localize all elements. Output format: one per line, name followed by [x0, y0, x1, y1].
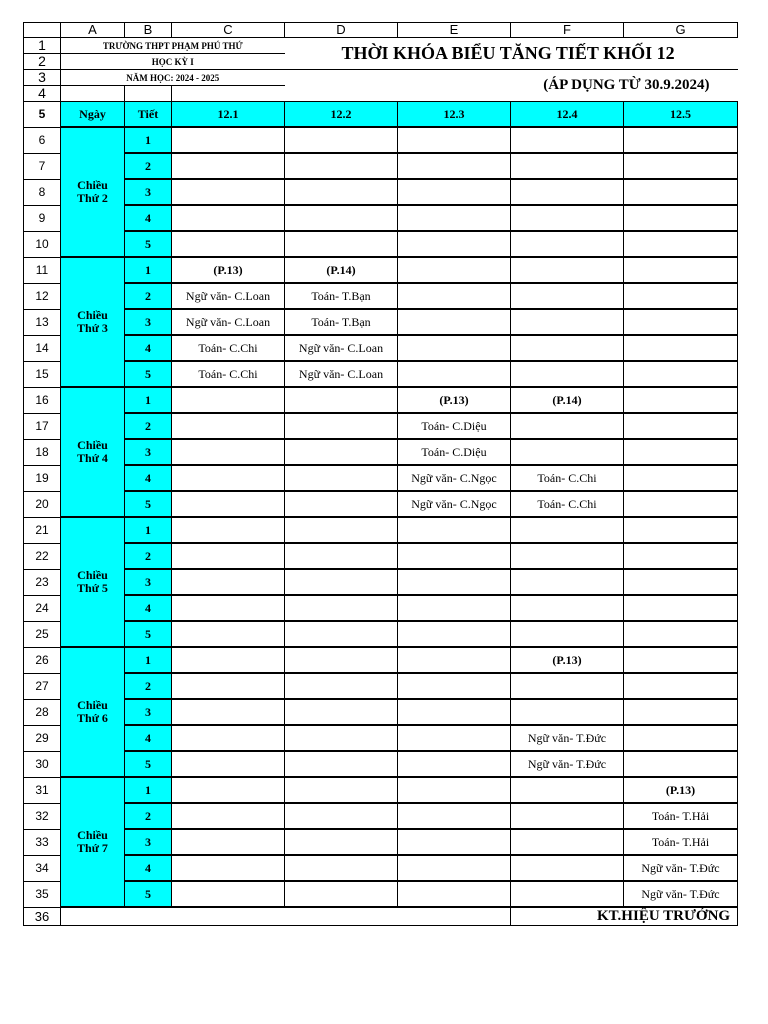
day-session: Chiều [77, 438, 108, 452]
row-number[interactable]: 13 [24, 309, 61, 335]
schedule-cell[interactable]: Toán- T.Hải [624, 829, 738, 855]
schedule-cell[interactable] [624, 751, 738, 777]
schedule-cell[interactable] [172, 595, 285, 621]
schedule-cell[interactable] [624, 465, 738, 491]
row-number[interactable]: 17 [24, 413, 61, 439]
table-row [24, 439, 738, 465]
row-number[interactable]: 6 [24, 127, 61, 153]
schedule-cell[interactable] [511, 569, 624, 595]
header-class-12-2[interactable]: 12.2 [285, 102, 398, 128]
row-number[interactable]: 35 [24, 881, 61, 907]
schedule-cell[interactable] [624, 517, 738, 543]
schedule-cell[interactable] [398, 179, 511, 205]
header-class-12-4[interactable]: 12.4 [511, 102, 624, 128]
schedule-cell[interactable] [398, 231, 511, 257]
schedule-cell[interactable] [172, 829, 285, 855]
corner-cell[interactable] [24, 23, 61, 38]
schedule-cell[interactable] [172, 543, 285, 569]
schedule-cell[interactable]: Toán- C.Chi [511, 491, 624, 517]
period-cell[interactable]: 3 [125, 699, 172, 725]
schedule-cell[interactable] [511, 231, 624, 257]
schedule-cell[interactable] [172, 179, 285, 205]
school-name[interactable]: TRƯỜNG THPT PHẠM PHÚ THỨ [61, 38, 285, 54]
schedule-cell[interactable] [285, 413, 398, 439]
schedule-cell[interactable]: Toán- C.Chi [172, 361, 285, 387]
schedule-cell[interactable] [511, 621, 624, 647]
period-cell[interactable]: 1 [125, 647, 172, 673]
schedule-cell[interactable] [398, 725, 511, 751]
footer-blank-cell[interactable] [61, 907, 511, 926]
row-number[interactable]: 20 [24, 491, 61, 517]
schedule-cell[interactable] [398, 803, 511, 829]
schedule-cell[interactable] [172, 751, 285, 777]
table-row [24, 543, 738, 569]
header-day[interactable]: Ngày [61, 102, 125, 128]
day-name: Thứ 5 [77, 581, 108, 595]
page-title[interactable]: THỜI KHÓA BIỂU TĂNG TIẾT KHỐI 12 [341, 43, 675, 63]
schedule-cell[interactable] [172, 387, 285, 413]
schedule-cell[interactable] [285, 595, 398, 621]
schedule-cell[interactable] [511, 543, 624, 569]
header-class-12-5[interactable]: 12.5 [624, 102, 738, 128]
column-header-e[interactable]: E [398, 23, 511, 38]
period-cell[interactable]: 5 [125, 491, 172, 517]
period-cell[interactable]: 5 [125, 881, 172, 907]
day-session: Chiều [77, 308, 108, 322]
table-row [24, 751, 738, 777]
day-cell[interactable] [61, 517, 125, 647]
row-number[interactable]: 24 [24, 595, 61, 621]
day-session: Chiều [77, 568, 108, 582]
row-number[interactable]: 14 [24, 335, 61, 361]
schedule-cell[interactable] [624, 387, 738, 413]
header-period[interactable]: Tiết [125, 102, 172, 128]
schedule-cell[interactable]: Ngữ văn- C.Loan [172, 283, 285, 309]
row-number[interactable]: 8 [24, 179, 61, 205]
schedule-cell[interactable] [624, 283, 738, 309]
schedule-cell[interactable] [624, 257, 738, 283]
schedule-cell[interactable] [398, 647, 511, 673]
signature-title[interactable]: KT.HIỆU TRƯỞNG [511, 907, 738, 926]
column-header-b[interactable]: B [125, 23, 172, 38]
cell-c4[interactable] [172, 86, 285, 102]
day-name: Thứ 3 [77, 321, 108, 335]
schedule-cell[interactable]: (P.14) [511, 387, 624, 413]
day-cell[interactable] [61, 257, 125, 387]
schedule-cell[interactable] [285, 231, 398, 257]
schedule-cell[interactable] [624, 673, 738, 699]
schedule-cell[interactable] [285, 439, 398, 465]
schedule-cell[interactable]: (P.13) [511, 647, 624, 673]
schedule-cell[interactable] [398, 569, 511, 595]
timetable-grid [23, 22, 738, 926]
schedule-cell[interactable]: Ngữ văn- T.Đức [624, 881, 738, 907]
day-cell[interactable] [61, 127, 125, 257]
schedule-cell[interactable] [511, 881, 624, 907]
schedule-cell[interactable]: Ngữ văn- C.Ngọc [398, 491, 511, 517]
period-cell[interactable]: 5 [125, 361, 172, 387]
row-number[interactable]: 34 [24, 855, 61, 881]
period-cell[interactable]: 4 [125, 205, 172, 231]
table-row [24, 517, 738, 543]
table-row [24, 673, 738, 699]
table-row [24, 647, 738, 673]
schedule-cell[interactable] [624, 725, 738, 751]
schedule-cell[interactable] [511, 205, 624, 231]
row-number[interactable]: 23 [24, 569, 61, 595]
schedule-cell[interactable] [285, 673, 398, 699]
schedule-cell[interactable] [398, 309, 511, 335]
schedule-cell[interactable] [172, 517, 285, 543]
schedule-cell[interactable] [285, 725, 398, 751]
period-cell[interactable]: 2 [125, 153, 172, 179]
schedule-cell[interactable]: Toán- C.Chi [172, 335, 285, 361]
period-cell[interactable]: 2 [125, 673, 172, 699]
schedule-cell[interactable] [172, 777, 285, 803]
schedule-cell[interactable] [285, 621, 398, 647]
schedule-cell[interactable]: Toán- C.Diệu [398, 439, 511, 465]
schedule-cell[interactable] [511, 413, 624, 439]
schedule-cell[interactable] [285, 881, 398, 907]
schedule-cell[interactable] [398, 361, 511, 387]
schedule-cell[interactable] [285, 829, 398, 855]
table-row [24, 231, 738, 257]
period-cell[interactable]: 4 [125, 725, 172, 751]
schedule-cell[interactable]: Ngữ văn- T.Đức [511, 751, 624, 777]
row-number[interactable]: 31 [24, 777, 61, 803]
schedule-cell[interactable] [172, 153, 285, 179]
schedule-cell[interactable] [285, 647, 398, 673]
schedule-cell[interactable] [172, 855, 285, 881]
table-row [24, 179, 738, 205]
schedule-cell[interactable] [624, 179, 738, 205]
schedule-cell[interactable]: Ngữ văn- T.Đức [511, 725, 624, 751]
schedule-cell[interactable] [172, 881, 285, 907]
period-cell[interactable]: 1 [125, 777, 172, 803]
row-number[interactable]: 32 [24, 803, 61, 829]
row-number[interactable]: 36 [24, 907, 61, 926]
day-name: Thứ 7 [77, 841, 108, 855]
schedule-cell[interactable]: (P.13) [172, 257, 285, 283]
row-number[interactable]: 29 [24, 725, 61, 751]
schedule-cell[interactable] [398, 621, 511, 647]
table-row [24, 777, 738, 803]
schedule-cell[interactable] [511, 673, 624, 699]
schedule-cell[interactable] [624, 127, 738, 153]
period-cell[interactable]: 3 [125, 829, 172, 855]
schedule-cell[interactable] [511, 257, 624, 283]
schedule-cell[interactable] [398, 283, 511, 309]
schedule-cell[interactable] [624, 491, 738, 517]
schedule-cell[interactable] [285, 751, 398, 777]
column-header-a[interactable]: A [61, 23, 125, 38]
table-row [24, 595, 738, 621]
schedule-cell[interactable] [172, 803, 285, 829]
column-header-f[interactable]: F [511, 23, 624, 38]
period-cell[interactable]: 2 [125, 283, 172, 309]
table-row [24, 725, 738, 751]
schedule-cell[interactable]: Ngữ văn- C.Loan [285, 361, 398, 387]
schedule-cell[interactable] [511, 803, 624, 829]
school-year[interactable]: NĂM HỌC: 2024 - 2025 [61, 70, 285, 86]
schedule-cell[interactable] [398, 673, 511, 699]
table-row [24, 699, 738, 725]
schedule-cell[interactable] [624, 569, 738, 595]
period-cell[interactable]: 4 [125, 465, 172, 491]
schedule-cell[interactable] [398, 595, 511, 621]
period-cell[interactable]: 2 [125, 543, 172, 569]
schedule-cell[interactable] [624, 231, 738, 257]
spreadsheet [23, 22, 737, 924]
row-number[interactable]: 33 [24, 829, 61, 855]
schedule-cell[interactable]: Toán- C.Chi [511, 465, 624, 491]
schedule-cell[interactable] [624, 335, 738, 361]
table-row [24, 465, 738, 491]
row-number[interactable]: 11 [24, 257, 61, 283]
row-number[interactable]: 19 [24, 465, 61, 491]
row-number[interactable]: 27 [24, 673, 61, 699]
row-number[interactable]: 3 [24, 70, 61, 86]
schedule-cell[interactable] [511, 517, 624, 543]
row-number[interactable]: 1 [24, 38, 61, 54]
schedule-cell[interactable] [511, 309, 624, 335]
cell-a4[interactable] [61, 86, 125, 102]
semester[interactable]: HỌC KỲ I [61, 54, 285, 70]
schedule-cell[interactable]: Ngữ văn- C.Ngọc [398, 465, 511, 491]
period-cell[interactable]: 5 [125, 231, 172, 257]
column-header-g[interactable]: G [624, 23, 738, 38]
period-cell[interactable]: 5 [125, 751, 172, 777]
schedule-cell[interactable] [398, 205, 511, 231]
schedule-cell[interactable]: (P.13) [398, 387, 511, 413]
day-name: Thứ 4 [77, 451, 108, 465]
schedule-cell[interactable] [624, 595, 738, 621]
day-cell[interactable] [61, 647, 125, 777]
table-row [24, 205, 738, 231]
column-header-d[interactable]: D [285, 23, 398, 38]
table-row [24, 829, 738, 855]
table-row [24, 881, 738, 907]
row-number[interactable]: 7 [24, 153, 61, 179]
table-row [24, 569, 738, 595]
table-row [24, 283, 738, 309]
schedule-cell[interactable] [285, 205, 398, 231]
schedule-cell[interactable] [285, 803, 398, 829]
schedule-cell[interactable] [624, 439, 738, 465]
table-row [24, 387, 738, 413]
schedule-cell[interactable] [624, 309, 738, 335]
schedule-cell[interactable] [398, 751, 511, 777]
row-number[interactable]: 10 [24, 231, 61, 257]
schedule-cell[interactable] [511, 283, 624, 309]
schedule-cell[interactable] [172, 205, 285, 231]
period-cell[interactable]: 2 [125, 803, 172, 829]
schedule-cell[interactable] [511, 699, 624, 725]
period-cell[interactable]: 3 [125, 309, 172, 335]
row-number[interactable]: 4 [24, 86, 61, 102]
row-number[interactable]: 25 [24, 621, 61, 647]
schedule-cell[interactable] [398, 543, 511, 569]
day-cell[interactable] [61, 387, 125, 517]
schedule-cell[interactable] [398, 777, 511, 803]
period-cell[interactable]: 1 [125, 257, 172, 283]
schedule-cell[interactable] [398, 517, 511, 543]
table-row [24, 491, 738, 517]
header-class-12-3[interactable]: 12.3 [398, 102, 511, 128]
day-session: Chiều [77, 698, 108, 712]
row-number[interactable]: 2 [24, 54, 61, 70]
schedule-cell[interactable] [285, 569, 398, 595]
schedule-cell[interactable] [511, 855, 624, 881]
row-number[interactable]: 21 [24, 517, 61, 543]
period-cell[interactable]: 5 [125, 621, 172, 647]
row-number[interactable]: 15 [24, 361, 61, 387]
period-cell[interactable]: 3 [125, 439, 172, 465]
schedule-cell[interactable]: (P.13) [624, 777, 738, 803]
schedule-cell[interactable]: Ngữ văn- C.Loan [172, 309, 285, 335]
schedule-cell[interactable]: Toán- T.Bạn [285, 283, 398, 309]
day-session: Chiều [77, 828, 108, 842]
schedule-cell[interactable] [172, 725, 285, 751]
day-name: Thứ 6 [77, 711, 108, 725]
schedule-cell[interactable] [285, 387, 398, 413]
schedule-cell[interactable] [172, 569, 285, 595]
schedule-cell[interactable] [624, 699, 738, 725]
schedule-cell[interactable] [172, 231, 285, 257]
subtitle[interactable]: (ÁP DỤNG TỪ 30.9.2024) [285, 70, 738, 102]
period-cell[interactable]: 4 [125, 595, 172, 621]
schedule-cell[interactable] [624, 543, 738, 569]
schedule-cell[interactable] [172, 621, 285, 647]
schedule-cell[interactable] [172, 439, 285, 465]
schedule-cell[interactable] [285, 491, 398, 517]
day-session: Chiều [77, 178, 108, 192]
period-cell[interactable]: 1 [125, 127, 172, 153]
schedule-cell[interactable] [398, 153, 511, 179]
schedule-cell[interactable] [285, 855, 398, 881]
row-number[interactable]: 18 [24, 439, 61, 465]
schedule-cell[interactable] [172, 465, 285, 491]
schedule-cell[interactable] [285, 777, 398, 803]
period-cell[interactable]: 4 [125, 855, 172, 881]
table-row [24, 803, 738, 829]
schedule-cell[interactable] [172, 127, 285, 153]
schedule-cell[interactable] [398, 127, 511, 153]
schedule-cell[interactable]: Toán- T.Bạn [285, 309, 398, 335]
row-number[interactable]: 9 [24, 205, 61, 231]
schedule-cell[interactable] [398, 881, 511, 907]
header-class-12-1[interactable]: 12.1 [172, 102, 285, 128]
schedule-cell[interactable] [398, 855, 511, 881]
schedule-cell[interactable] [398, 257, 511, 283]
table-row [24, 153, 738, 179]
schedule-cell[interactable] [285, 127, 398, 153]
schedule-cell[interactable] [511, 361, 624, 387]
row-number[interactable]: 5 [24, 102, 61, 128]
schedule-cell[interactable] [511, 153, 624, 179]
period-cell[interactable]: 1 [125, 517, 172, 543]
table-row [24, 855, 738, 881]
schedule-cell[interactable] [285, 699, 398, 725]
schedule-cell[interactable] [511, 829, 624, 855]
schedule-cell[interactable] [511, 439, 624, 465]
table-row [24, 257, 738, 283]
schedule-cell[interactable] [624, 647, 738, 673]
cell-b4[interactable] [125, 86, 172, 102]
schedule-cell[interactable] [624, 361, 738, 387]
schedule-cell[interactable] [511, 127, 624, 153]
schedule-cell[interactable]: Toán- C.Diệu [398, 413, 511, 439]
table-row [24, 413, 738, 439]
column-header-c[interactable]: C [172, 23, 285, 38]
schedule-cell[interactable] [511, 777, 624, 803]
schedule-cell[interactable] [172, 413, 285, 439]
table-row [24, 361, 738, 387]
table-row [24, 335, 738, 361]
period-cell[interactable]: 2 [125, 413, 172, 439]
schedule-cell[interactable] [285, 517, 398, 543]
period-cell[interactable]: 3 [125, 179, 172, 205]
row-number[interactable]: 30 [24, 751, 61, 777]
schedule-cell[interactable] [172, 673, 285, 699]
table-row [24, 309, 738, 335]
row-number[interactable]: 16 [24, 387, 61, 413]
row-number[interactable]: 12 [24, 283, 61, 309]
schedule-cell[interactable] [172, 647, 285, 673]
schedule-cell[interactable] [285, 465, 398, 491]
schedule-cell[interactable] [398, 699, 511, 725]
schedule-cell[interactable]: Ngữ văn- C.Loan [285, 335, 398, 361]
row-number[interactable]: 28 [24, 699, 61, 725]
schedule-cell[interactable]: (P.14) [285, 257, 398, 283]
schedule-cell[interactable] [511, 179, 624, 205]
period-cell[interactable]: 1 [125, 387, 172, 413]
column-header-row [24, 23, 738, 38]
schedule-cell[interactable] [172, 699, 285, 725]
schedule-cell[interactable]: Toán- T.Hải [624, 803, 738, 829]
schedule-cell[interactable] [624, 413, 738, 439]
row-number[interactable]: 22 [24, 543, 61, 569]
schedule-cell[interactable] [511, 335, 624, 361]
schedule-cell[interactable] [624, 153, 738, 179]
schedule-cell[interactable] [511, 595, 624, 621]
period-cell[interactable]: 3 [125, 569, 172, 595]
schedule-cell[interactable]: Ngữ văn- T.Đức [624, 855, 738, 881]
row-number[interactable]: 26 [24, 647, 61, 673]
schedule-cell[interactable] [285, 179, 398, 205]
schedule-cell[interactable] [398, 335, 511, 361]
table-row [24, 621, 738, 647]
schedule-cell[interactable] [624, 621, 738, 647]
schedule-cell[interactable] [172, 491, 285, 517]
period-cell[interactable]: 4 [125, 335, 172, 361]
schedule-cell[interactable] [624, 205, 738, 231]
schedule-cell[interactable] [398, 829, 511, 855]
schedule-cell[interactable] [285, 543, 398, 569]
day-cell[interactable] [61, 777, 125, 907]
schedule-cell[interactable] [285, 153, 398, 179]
day-name: Thứ 2 [77, 191, 108, 205]
table-row [24, 127, 738, 153]
